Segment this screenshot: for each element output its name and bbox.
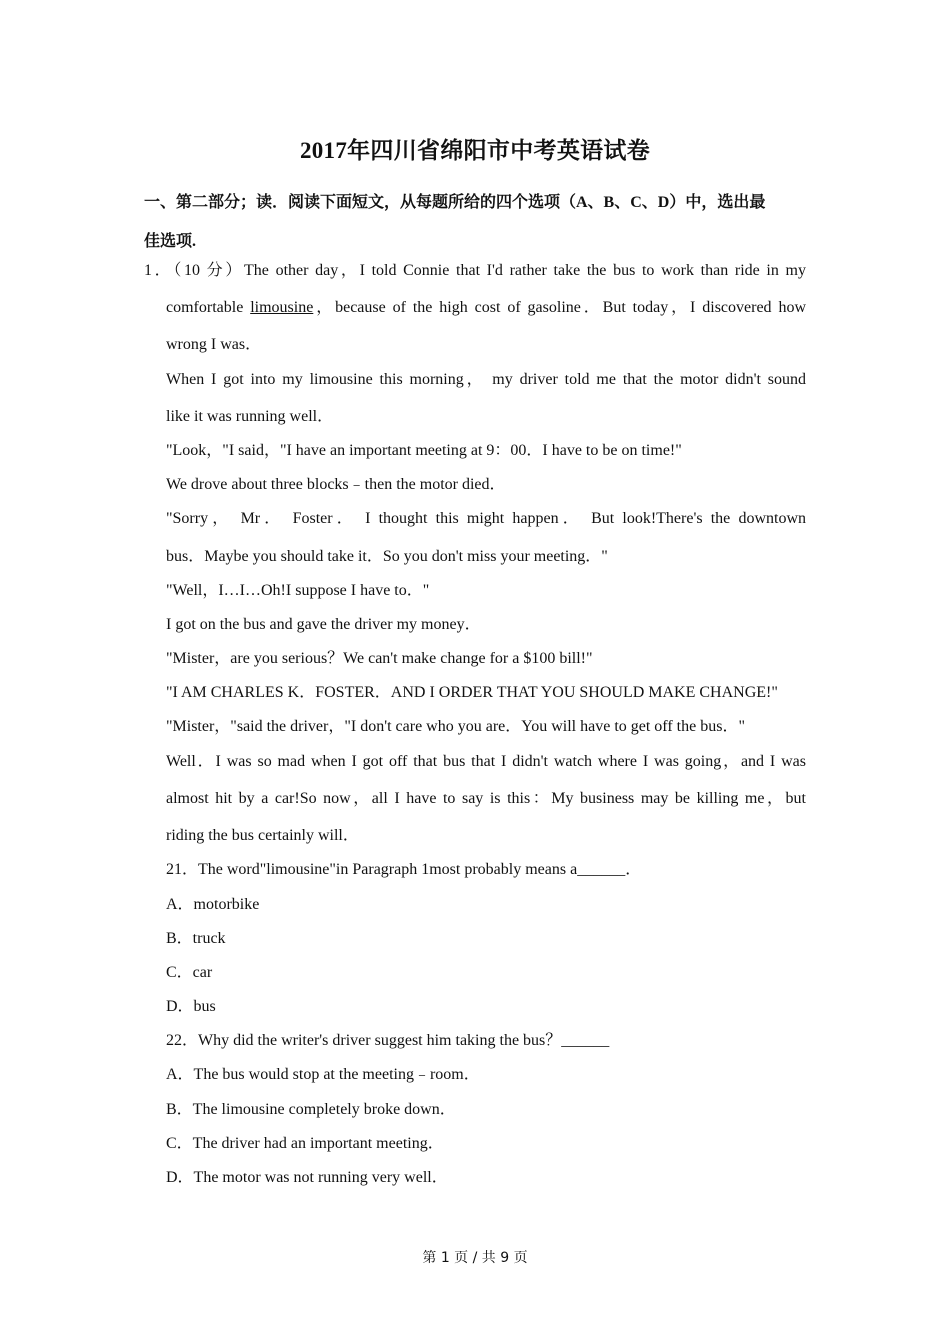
passage-text: comfortable: [166, 299, 251, 316]
passage-p11-line-3: riding the bus certainly will．: [166, 827, 359, 844]
passage-p3: "Look，"I said，"I have an important meeting at 9：00．I have to be on time!": [166, 442, 682, 459]
question-21-option-d: D．bus: [166, 998, 216, 1015]
passage-p11-line-2: almost hit by a car!So now，all I have to say is this：My business may be killing me，but: [166, 790, 806, 807]
question-22-option-b: B．The limousine completely broke down．: [166, 1101, 456, 1118]
page-footer: 第 1 页 / 共 9 页: [422, 1250, 528, 1266]
page-title: 2017年四川省绵阳市中考英语试卷: [299, 138, 651, 163]
passage-p1-line-2: [166, 298, 806, 318]
question-22-option-d: D．The motor was not running very well．: [166, 1169, 448, 1186]
question-21-option-a: A．motorbike: [166, 896, 260, 913]
question-number: 1．: [144, 262, 174, 279]
passage-p1-line-3: wrong I was．: [166, 336, 262, 353]
passage-p4: We drove about three blocks﹣then the motor died．: [166, 476, 506, 493]
passage-p2-line-1: When I got into my limousine this morning， my driver told me that the motor didn't sound: [166, 371, 806, 388]
question-22-option-c: C．The driver had an important meeting．: [166, 1135, 444, 1152]
question-22-option-a: A．The bus would stop at the meeting﹣room．: [166, 1066, 480, 1083]
passage-p11-line-1: Well．I was so mad when I got off that bus that I didn't watch where I was going，and I was: [166, 753, 806, 770]
question-points: （10 分）: [173, 262, 245, 279]
passage-p5-line-1: "Sorry， Mr． Foster． I thought this might happen． But look!There's the downtown: [166, 510, 807, 527]
passage-p5-line-2: bus．Maybe you should take it．So you don't miss your meeting．": [166, 548, 608, 565]
passage-text: ，because of the high cost of gasoline．But today，I discovered how: [313, 299, 807, 316]
question-1-line-1: [144, 261, 806, 281]
passage-p6: "Well，I…I…Oh!I suppose I have to．": [166, 582, 430, 599]
section-heading-line-1: 一、第二部分；读．阅读下面短文，从每题所给的四个选项（A、B、C、D）中，选出最: [144, 194, 766, 211]
question-21-option-b: B．truck: [166, 930, 226, 947]
passage-p2-line-2: like it was running well．: [166, 408, 334, 425]
passage-text: The other day，I told Connie that I'd rather take the bus to work than ride in my: [244, 262, 806, 279]
section-heading-line-2: 佳选项.: [144, 233, 197, 250]
passage-p10: "Mister，"said the driver，"I don't care who you are．You will have to get off the bus．": [166, 718, 745, 735]
question-22-stem: 22．Why did the writer's driver suggest him taking the bus？______: [166, 1032, 610, 1049]
passage-p7: I got on the bus and gave the driver my money．: [166, 616, 481, 633]
passage-p9: "I AM CHARLES K．FOSTER．AND I ORDER THAT YOU SHOULD MAKE CHANGE!": [166, 684, 778, 701]
question-21-option-c: C．car: [166, 964, 213, 981]
passage-p8: "Mister，are you serious？We can't make change for a $100 bill!": [166, 650, 593, 667]
underlined-word-limousine: limousine: [250, 299, 314, 316]
question-21-stem: 21．The word"limousine"in Paragraph 1most probably means a______．: [166, 861, 642, 878]
